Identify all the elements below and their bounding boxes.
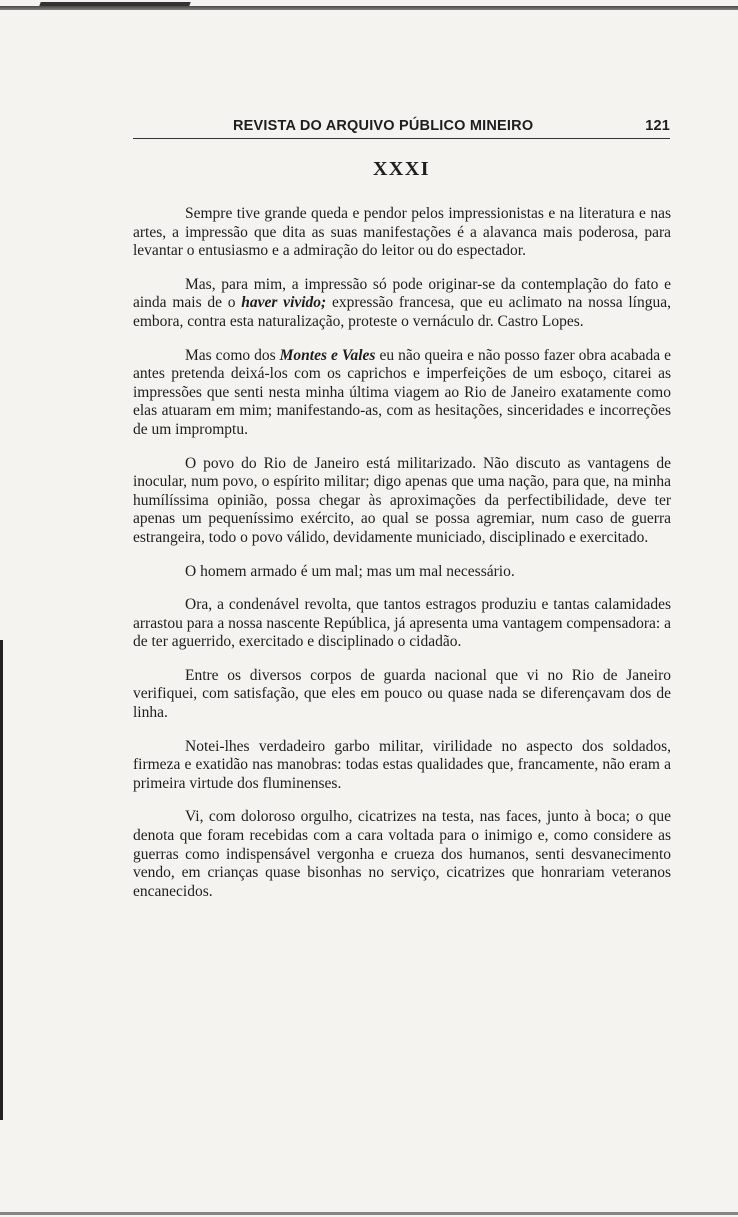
paragraph-4 (133, 455, 671, 548)
running-head (133, 115, 670, 139)
paragraph-9 (133, 808, 671, 901)
scan-edge-top (0, 6, 738, 10)
paragraph-8 (133, 738, 671, 794)
paragraph-text: expressão francesa, que eu aclimato na nossa língua, embora, contra esta naturalização, proteste o vernáculo dr. Castro Lopes. (133, 294, 671, 330)
paragraph-5 (133, 563, 671, 582)
scan-edge-bottom (0, 1212, 738, 1215)
page-number: 121 (645, 118, 670, 134)
header-rule (133, 138, 670, 139)
paragraph-3 (133, 347, 671, 440)
paragraph-1 (133, 205, 671, 261)
chapter-heading: XXXI (372, 158, 431, 180)
paragraph-text: Entre os diversos corpos de guarda nacional que vi no Rio de Janeiro verifiquei, com satisfação, que eles em pouco ou quase nada se diferençavam dos de linha. (133, 666, 671, 722)
paragraph-7 (133, 667, 671, 723)
emphasis-book-title: Montes e Vales (279, 346, 376, 364)
paragraph-2 (133, 276, 671, 332)
emphasis-haver-vivido: haver vivido; (241, 294, 327, 312)
paragraph-6 (133, 596, 671, 652)
paragraph-text: Ora, a condenável revolta, que tantos estragos produziu e tantas calamidades arrastou para a nossa nascente República, já apresenta uma vantagem compensadora: a de ter aguerrido, exercitado e disciplinado o cidadão. (133, 596, 671, 651)
paragraph-text: O povo do Rio de Janeiro está militarizado. Não discuto as vantagens de inocular, num povo, o espírito militar; digo apenas que uma nação, para que, na minha humílíssima opinião, possa chegar às aproximações da perfectibilidade, deve ter apenas um pequeníssimo exército, ao qual se possa agremiar, num caso de guerra estrangeira, todo o povo válido, devidamente municiado, disciplinado e exercitado. (133, 454, 671, 546)
paragraph-text: eu não queira e não posso fazer obra acabada e antes pretenda deixá-los com os caprichos e imperfeições de um esboço, citarei as impressões que senti nesta minha última viagem ao Rio de Janeiro exatamente como elas atuaram em mim; manifestando-as, com as hesitações, sinceridades e incorreções de um impromptu. (133, 346, 671, 438)
paragraph-text: Vi, com doloroso orgulho, cicatrizes na testa, nas faces, junto à boca; o que denota que foram recebidas com a cara voltada para o inimigo e, como considere as guerras como indispensável vergonha e crueza dos humanos, senti desvanecimento vendo, em crianças quase bisonhas no serviço, cicatrizes que honrariam veteranos encanecidos. (133, 808, 671, 900)
paragraph-text: O homem armado é um mal; mas um mal necessário. (185, 562, 515, 580)
paragraph-text: Mas como dos (185, 346, 280, 364)
body-text (133, 205, 671, 916)
journal-title: REVISTA DO ARQUIVO PÚBLICO MINEIRO (233, 118, 534, 134)
paragraph-text: Sempre tive grande queda e pendor pelos impressionistas e na literatura e nas artes, a impressão que dita as suas manifestações é a alavanca mais poderosa, para levantar o entusiasmo e a admiração do leitor ou do espectador. (133, 205, 671, 260)
scan-edge-left (0, 640, 3, 1120)
scan-mark-top (39, 2, 190, 6)
paragraph-text: Notei-lhes verdadeiro garbo militar, virilidade no aspecto dos soldados, firmeza e exatidão nas manobras: todas estas qualidades que, francamente, não eram a primeira virtude dos fluminenses. (133, 737, 671, 792)
paragraph-text: Mas, para mim, a impressão só pode originar-se da contemplação do fato e ainda mais de o (133, 275, 671, 312)
